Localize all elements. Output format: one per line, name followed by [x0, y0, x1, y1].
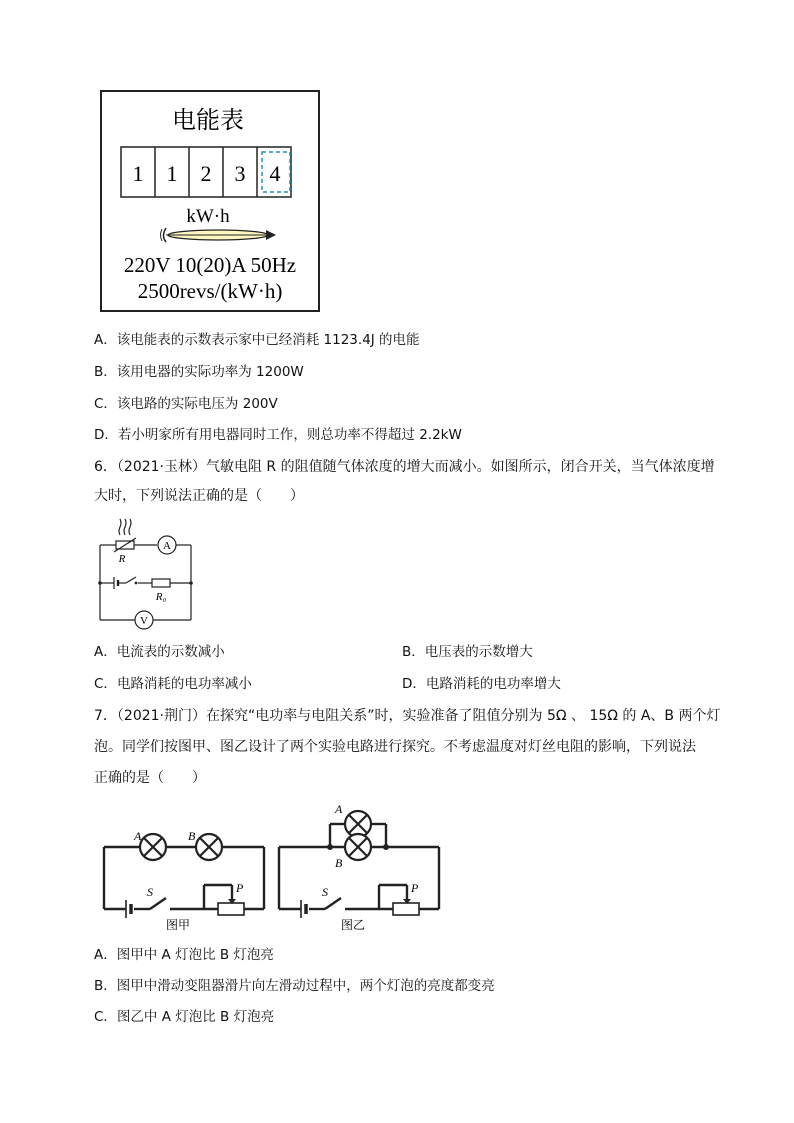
q7-option-b [94, 977, 495, 995]
option-letter: A． [94, 644, 117, 660]
meter-title: 电能表 [172, 106, 244, 134]
q5-option-a [94, 331, 420, 349]
q6-stem-line1: 6．（2021·玉林）气敏电阻 R 的阻值随气体浓度的增大而减小。如图所示，闭合开关，当气体浓度增 [94, 459, 715, 475]
q7-figure-yi [275, 797, 445, 937]
q6-option-b [402, 643, 533, 661]
option-letter: C． [94, 676, 117, 692]
q7-stem-line1: 7．（2021·荆门）在探究“电功率与电阻关系”时，实验准备了阻值分别为 5Ω 、 15Ω 的 A、B 两个灯 [94, 708, 721, 724]
meter-digit-1: 1 [132, 161, 144, 186]
meter-digit-5: 4 [269, 161, 281, 186]
q7-jia-label-a: A [134, 829, 142, 843]
q7-jia-label-p: P [236, 881, 244, 895]
q7-yi-caption: 图乙 [340, 918, 366, 932]
meter-unit: kW·h [186, 206, 230, 227]
q7-jia-caption: 图甲 [165, 918, 191, 932]
q7-yi-label-s: S [322, 885, 328, 899]
electric-meter-figure [100, 90, 322, 314]
option-letter: B． [94, 364, 117, 380]
q5-option-b [94, 363, 304, 381]
option-letter: C． [94, 1009, 117, 1025]
q7-option-a [94, 946, 274, 964]
q7-option-c [94, 1008, 274, 1026]
option-letter: B． [402, 644, 425, 660]
q6-label-voltmeter: V [140, 615, 148, 627]
q7-jia-lamp-b-icon [196, 834, 222, 860]
option-text: 电路消耗的电功率增大 [425, 676, 561, 692]
q5-option-d [94, 426, 462, 444]
q7-yi-label-p: P [411, 881, 419, 895]
q7-yi-label-a: A [335, 802, 343, 816]
q7-stem-line2: 泡。同学们按图甲、图乙设计了两个实验电路进行探究。不考虑温度对灯丝电阻的影响，下列说法 [94, 739, 696, 755]
q6-option-a [94, 643, 225, 661]
q6-option-c [94, 675, 252, 693]
option-letter: C． [94, 396, 117, 412]
option-text: 电压表的示数增大 [424, 644, 533, 660]
meter-spec-line1: 220V 10(20)A 50Hz [123, 253, 297, 277]
q6-label-r: R [118, 553, 126, 565]
meter-spec-line2: 2500revs/(kW·h) [137, 279, 283, 303]
meter-digit-2: 1 [166, 161, 178, 186]
q7-jia-lamp-a-icon [140, 834, 166, 860]
q7-figure-jia [100, 820, 270, 935]
option-text: 该电路的实际电压为 200V [116, 396, 278, 412]
option-letter: D． [94, 427, 118, 443]
option-text: 若小明家所有用电器同时工作，则总功率不得超过 2.2kW [117, 427, 462, 443]
option-text: 该电能表的示数表示家中已经消耗 1123.4J 的电能 [116, 332, 420, 348]
q7-stem-line3: 正确的是（ ） [94, 770, 206, 786]
q5-option-c [94, 395, 278, 413]
option-text: 该用电器的实际功率为 1200W [116, 364, 304, 380]
option-letter: B． [94, 978, 117, 994]
option-letter: D． [402, 676, 426, 692]
q7-yi-label-b: B [335, 856, 343, 870]
option-text: 图乙中 A 灯泡比 B 灯泡亮 [116, 1009, 275, 1025]
q6-option-d [402, 675, 561, 693]
option-text: 图甲中滑动变阻器滑片向左滑动过程中，两个灯泡的亮度都变亮 [116, 978, 495, 994]
meter-digit-3: 2 [200, 161, 212, 186]
q6-label-ammeter: A [163, 540, 171, 552]
option-text: 图甲中 A 灯泡比 B 灯泡亮 [116, 947, 274, 963]
q7-yi-lamp-b-icon [345, 834, 371, 860]
option-text: 电流表的示数减小 [116, 644, 225, 660]
option-letter: A． [94, 332, 117, 348]
q6-label-r0: R₀ [155, 591, 167, 603]
option-text: 电路消耗的电功率减小 [116, 676, 252, 692]
q6-circuit-diagram [94, 515, 204, 630]
meter-digit-4: 3 [234, 161, 246, 186]
q7-jia-label-b: B [188, 829, 196, 843]
q7-jia-label-s: S [147, 885, 153, 899]
q6-stem-line2: 大时，下列说法正确的是（ ） [94, 488, 304, 504]
option-letter: A． [94, 947, 117, 963]
